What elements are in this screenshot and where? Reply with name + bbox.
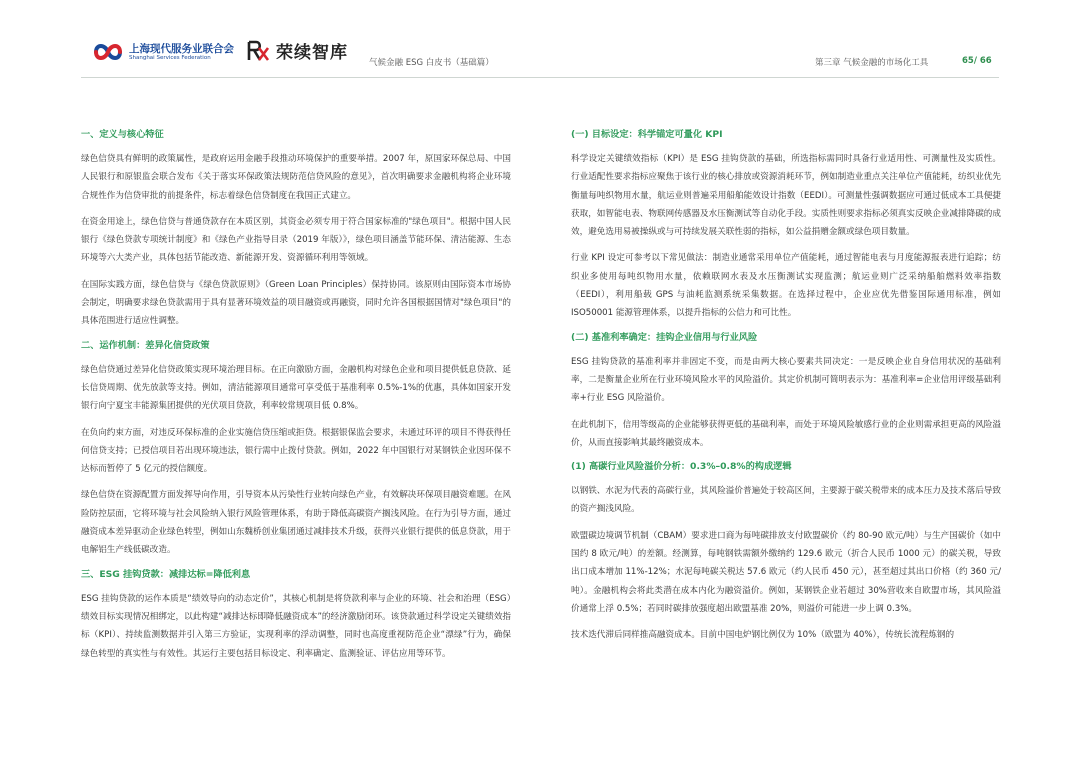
ssf-logo-icon	[93, 41, 123, 63]
section-heading: 一、定义与核心特征	[81, 129, 164, 140]
doc-title: 气候金融 ESG 白皮书（基础篇）	[369, 58, 494, 68]
page-header	[0, 0, 1080, 80]
rx-logo	[246, 38, 348, 63]
left-column	[81, 128, 511, 671]
rx-logo-icon	[246, 39, 270, 63]
paragraph: 欧盟碳边境调节机制（CBAM）要求进口商为每吨碳排放支付欧盟碳价（约 80-90 欧元/吨）与生产国碳价（如中国约 8 欧元/吨）的差额。经测算，每吨钢铁需额外缴纳约 129.6 欧元（折合人民币 1000 元）的碳关税，导致出口成本增加 11%-12%；水泥每吨碳关税达 57.6 欧元（约人民币 450 元），甚至超过其出口价格（约 360 元/吨）。金融机构会将此类潜在成本内化为融资溢价。例如，某钢铁企业若超过 30%营收来自欧盟市场，其风险溢价通常上浮 0.5%；若同时碳排放强度超出欧盟基准 20%，则溢价可能进一步上调 0.3%。	[571, 530, 1001, 614]
paragraph: ESG 挂钩贷款的运作本质是“绩效导向的动态定价”，其核心机制是将贷款利率与企业的环境、社会和治理（ESG）绩效目标实现情况相绑定，以此构建“减排达标即降低融资成本”的经济激励闭环。该贷款通过科学设定关键绩效指标（KPI）、持续监测数据并引入第三方验证，实现利率的浮动调整，同时也高度重视防范企业“漂绿”行为，确保绿色转型的真实性与有效性。其运行主要包括目标设定、利率确定、监测验证、评估应用等环节。	[81, 593, 512, 659]
right-column	[571, 128, 1001, 653]
page-number: 65/ 66	[962, 56, 992, 66]
rx-name: 荣续智库	[276, 43, 348, 63]
section-heading: 三、ESG 挂钩贷款：减排达标=降低利息	[81, 568, 251, 580]
paragraph: 在负向约束方面，对违反环保标准的企业实施信贷压缩或拒贷。根据银保监会要求，未通过环评的项目不得获得任何信贷支持；已授信项目若出现环境违法，银行需中止拨付贷款。例如，2022 年中国银行对某钢铁企业因环保不达标而暂停了 5 亿元的授信额度。	[81, 427, 511, 475]
paragraph: 行业 KPI 设定可参考以下常见做法：制造业通常采用单位产值能耗，通过智能电表与月度能源报表进行追踪；纺织业多使用每吨织物用水量，依赖联网水表及水压衡测试实现监测；航运业则广泛采纳船舶燃料效率指数（EEDI），利用船载 GPS 与油耗监测系统采集数据。在选择过程中，企业应优先借鉴国际通用标准，例如 ISO50001 能源管理体系，以提升指标的公信力和可比性。	[571, 253, 1001, 319]
paragraph: 技术迭代滞后同样推高融资成本。目前中国电炉钢比例仅为 10%（欧盟为 40%），传统长流程炼钢的	[571, 630, 955, 641]
ssf-logo	[93, 41, 234, 63]
paragraph: 在资金用途上，绿色信贷与普通贷款存在本质区别，其资金必须专用于符合国家标准的"绿色项目"。根据中国人民银行《绿色贷款专项统计制度》和《绿色产业指导目录（2019 年版）》，绿色项目涵盖节能环保、清洁能源、生态环境等六大类产业，具体包括节能改造、新能源开发、资源循环利用等领域。	[81, 216, 511, 264]
section-heading: 二、运作机制：差异化信贷政策	[81, 339, 210, 351]
paragraph: ESG 挂钩贷款的基准利率并非固定不变，而是由两大核心要素共同决定：一是反映企业自身信用状况的基础利率，二是衡量企业所在行业环境风险水平的风险溢价。其定价机制可简明表示为：基准利率=企业信用评级基础利率+行业 ESG 风险溢价。	[571, 356, 1001, 404]
paragraph: 科学设定关键绩效指标（KPI）是 ESG 挂钩贷款的基础，所选指标需同时具备行业适用性、可测量性及实质性。行业适配性要求指标应聚焦于该行业的核心排放或资源消耗环节，例如制造业重点关注单位产值能耗，纺织业优先衡量每吨织物用水量，航运业则普遍采用船舶能效设计指数（EEDI）。可测量性强调数据应可通过低成本工具便捷获取，如智能电表、物联网传感器及水压衡测试等自动化手段。实质性则要求指标必须真实反映企业减排降碳的成效，避免选用易被操纵或与可持续发展关联性弱的指标，如公益捐赠金额或绿色项目数量。	[571, 154, 1001, 238]
paragraph: 在此机制下，信用等级高的企业能够获得更低的基础利率，而处于环境风险敏感行业的企业则需承担更高的风险溢价，从而直接影响其最终融资成本。	[571, 419, 1001, 448]
paragraph: 绿色信贷具有鲜明的政策属性，是政府运用金融手段推动环境保护的重要举措。2007 年，原国家环保总局、中国人民银行和原银监会联合发布《关于落实环保政策法规防范信贷风险的意见》，首次明确要求金融机构将企业环境合规性作为信贷审批的前提条件，标志着绿色信贷制度在我国正式建立。	[81, 154, 511, 201]
paragraph: 在国际实践方面，绿色信贷与《绿色贷款原则》（Green Loan Principles）保持协同。该原则由国际资本市场协会制定，明确要求绿色贷款需用于具有显著环境效益的项目融资或再融资，同时允许各国根据国情对"绿色项目"的具体范围进行适应性调整。	[81, 279, 511, 327]
chapter-title: 第三章 气候金融的市场化工具	[815, 58, 929, 68]
ssf-name-en: Shanghai Services Federation	[129, 54, 211, 61]
header-divider	[81, 77, 999, 78]
section-heading: (1) 高碳行业风险溢价分析：0.3%–0.8%的构成逻辑	[571, 461, 792, 473]
paragraph: 以钢铁、水泥为代表的高碳行业，其风险溢价普遍处于较高区间，主要源于碳关税带来的成本压力及技术落后导致的资产搁浅风险。	[571, 486, 1001, 515]
paragraph: 绿色信贷通过差异化信贷政策实现环境治理目标。在正向激励方面，金融机构对绿色企业和项目提供低息贷款、延长信贷周期、优先放款等支持。例如，清洁能源项目通常可享受低于基准利率 0.5%-1%的优惠，具体如国家开发银行向宁夏宝丰能源集团提供的光伏项目贷款，利率较常规项目低 0.8%。	[81, 364, 511, 412]
section-heading: (一) 目标设定：科学锚定可量化 KPI	[571, 129, 723, 140]
ssf-name-cn: 上海现代服务业联合会	[129, 42, 234, 55]
paragraph: 绿色信贷在资源配置方面发挥导向作用，引导资本从污染性行业转向绿色产业，有效解决环保项目融资难题。在风险防控层面，它将环境与社会风险纳入银行风险管理体系，有助于降低高碳资产搁浅风险。在行为引导方面，通过融资成本差异驱动企业绿色转型，例如山东魏桥创业集团通过减排技术升级，获得兴业银行提供的低息贷款，用于电解铝生产线低碳改造。	[81, 490, 511, 556]
section-heading: (二) 基准利率确定：挂钩企业信用与行业风险	[571, 331, 758, 343]
